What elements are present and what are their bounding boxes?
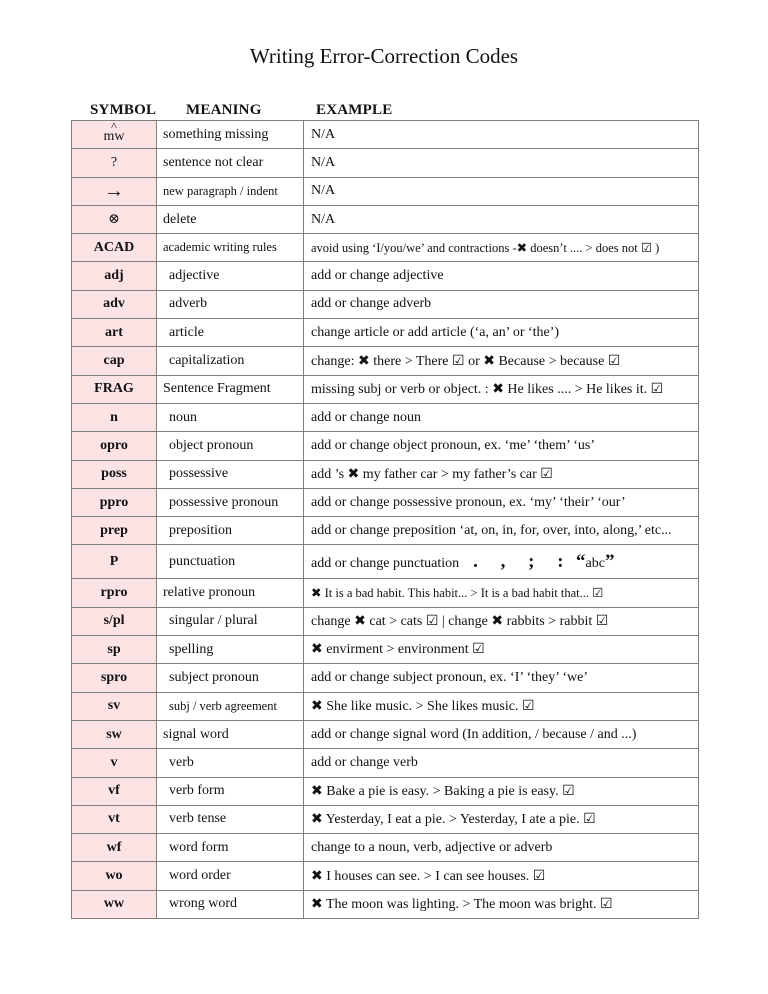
meaning-cell: object pronoun	[157, 432, 304, 460]
meaning-cell: new paragraph / indent	[157, 177, 304, 205]
table-row	[72, 403, 699, 431]
table-row	[72, 607, 699, 635]
symbol-cell	[72, 177, 157, 205]
meaning-cell: preposition	[157, 517, 304, 545]
symbol-cell: adv	[72, 290, 157, 318]
symbol-cell: ppro	[72, 488, 157, 516]
meaning-cell: signal word	[157, 720, 304, 748]
meaning-cell: noun	[157, 403, 304, 431]
table-row	[72, 205, 699, 233]
meaning-cell: word form	[157, 834, 304, 862]
table-row	[72, 777, 699, 805]
symbol-cell: ww	[72, 890, 157, 918]
meaning-cell: punctuation	[157, 545, 304, 579]
meaning-cell: possessive pronoun	[157, 488, 304, 516]
meaning-cell: Sentence Fragment	[157, 375, 304, 403]
caret-icon: ^	[111, 118, 117, 133]
example-cell: N/A	[304, 177, 699, 205]
symbol-cell: sw	[72, 720, 157, 748]
symbol-cell: vf	[72, 777, 157, 805]
meaning-cell: word order	[157, 862, 304, 890]
meaning-cell: capitalization	[157, 347, 304, 375]
meaning-cell: singular / plural	[157, 607, 304, 635]
symbol-cell: opro	[72, 432, 157, 460]
page-title: Writing Error-Correction Codes	[249, 44, 519, 68]
example-cell: change article or add article (‘a, an’ or ‘the’)	[304, 319, 699, 347]
table-row	[72, 890, 699, 918]
meaning-cell: wrong word	[157, 890, 304, 918]
example-cell: change ✖ cat > cats ☑ | change ✖ rabbits > rabbit ☑	[304, 607, 699, 635]
example-cell: add or change subject pronoun, ex. ‘I’ ‘they’ ‘we’	[304, 664, 699, 692]
example-cell: add or change verb	[304, 749, 699, 777]
table-row	[72, 290, 699, 318]
example-cell: add or change adjective	[304, 262, 699, 290]
example-cell: missing subj or verb or object. : ✖ He likes .... > He likes it. ☑	[304, 375, 699, 403]
symbol-cell: prep	[72, 517, 157, 545]
table-row	[72, 749, 699, 777]
table-row	[72, 460, 699, 488]
symbol-cell: ^ mw	[72, 121, 157, 149]
symbol-cell: adj	[72, 262, 157, 290]
symbol-cell: P	[72, 545, 157, 579]
header-meaning: MEANING	[186, 102, 262, 118]
symbol-cell: poss	[72, 460, 157, 488]
symbol-cell: v	[72, 749, 157, 777]
table-row	[72, 375, 699, 403]
punctuation-marks: . , ; :	[473, 550, 573, 572]
symbol-cell: ACAD	[72, 234, 157, 262]
symbol-cell: sp	[72, 636, 157, 664]
table-row	[72, 262, 699, 290]
symbol-cell	[72, 205, 157, 233]
meaning-cell: adjective	[157, 262, 304, 290]
table-row	[72, 862, 699, 890]
table-row	[72, 488, 699, 516]
table-row	[72, 432, 699, 460]
symbol-cell: spro	[72, 664, 157, 692]
table-row	[72, 692, 699, 720]
example-cell: ✖ Yesterday, I eat a pie. > Yesterday, I ate a pie. ☑	[304, 805, 699, 833]
symbol-cell: n	[72, 403, 157, 431]
table-row	[72, 636, 699, 664]
table-row	[72, 720, 699, 748]
example-cell: add or change object pronoun, ex. ‘me’ ‘them’ ‘us’	[304, 432, 699, 460]
symbol-cell: wo	[72, 862, 157, 890]
table-row	[72, 149, 699, 177]
symbol-cell: wf	[72, 834, 157, 862]
example-cell: N/A	[304, 149, 699, 177]
example-cell: add or change preposition ‘at, on, in, for, over, into, along,’ etc...	[304, 517, 699, 545]
example-cell: add ’s ✖ my father car > my father’s car ☑	[304, 460, 699, 488]
example-cell: ✖ The moon was lighting. > The moon was bright. ☑	[304, 890, 699, 918]
example-cell: ✖ She like music. > She likes music. ☑	[304, 692, 699, 720]
table-row	[72, 545, 699, 579]
meaning-cell: delete	[157, 205, 304, 233]
delete-icon: ⊗	[108, 212, 120, 228]
example-cell: add or change signal word (In addition, / because / and ...)	[304, 720, 699, 748]
table-row	[72, 664, 699, 692]
example-cell: avoid using ‘I/you/we’ and contractions -✖ doesn’t .... > does not ☑ )	[304, 234, 699, 262]
meaning-cell: something missing	[157, 121, 304, 149]
example-cell: ✖ I houses can see. > I can see houses. ☑	[304, 862, 699, 890]
example-cell: N/A	[304, 121, 699, 149]
symbol-cell: ?	[72, 149, 157, 177]
table-row	[72, 834, 699, 862]
symbol-cell: vt	[72, 805, 157, 833]
symbol-cell: cap	[72, 347, 157, 375]
arrow-right-icon: →	[104, 179, 124, 202]
example-cell: add or change noun	[304, 403, 699, 431]
table-row	[72, 319, 699, 347]
symbol-cell: FRAG	[72, 375, 157, 403]
table-row	[72, 234, 699, 262]
meaning-cell: verb tense	[157, 805, 304, 833]
meaning-cell: possessive	[157, 460, 304, 488]
example-cell: ✖ envirment > environment ☑	[304, 636, 699, 664]
meaning-cell: spelling	[157, 636, 304, 664]
meaning-cell: article	[157, 319, 304, 347]
symbol-cell: rpro	[72, 579, 157, 607]
meaning-cell: subj / verb agreement	[157, 692, 304, 720]
example-cell: change: ✖ there > There ☑ or ✖ Because > because ☑	[304, 347, 699, 375]
example-cell: ✖ It is a bad habit. This habit... > It is a bad habit that... ☑	[304, 579, 699, 607]
header-symbol: SYMBOL	[90, 102, 157, 118]
meaning-cell: adverb	[157, 290, 304, 318]
example-cell: ✖ Bake a pie is easy. > Baking a pie is easy. ☑	[304, 777, 699, 805]
table-row	[72, 347, 699, 375]
example-cell: change to a noun, verb, adjective or adverb	[304, 834, 699, 862]
codes-table	[71, 120, 699, 919]
meaning-cell: sentence not clear	[157, 149, 304, 177]
meaning-cell: verb	[157, 749, 304, 777]
table-row	[72, 579, 699, 607]
table-row	[72, 121, 699, 149]
example-cell: add or change punctuation . , ; : “abc”	[304, 545, 699, 579]
symbol-cell: s/pl	[72, 607, 157, 635]
meaning-cell: academic writing rules	[157, 234, 304, 262]
example-cell: N/A	[304, 205, 699, 233]
table-row	[72, 517, 699, 545]
example-cell: add or change possessive pronoun, ex. ‘my’ ‘their’ ‘our’	[304, 488, 699, 516]
meaning-cell: verb form	[157, 777, 304, 805]
header-example: EXAMPLE	[316, 102, 393, 118]
symbol-cell: art	[72, 319, 157, 347]
table-row	[72, 177, 699, 205]
example-cell: add or change adverb	[304, 290, 699, 318]
symbol-cell: sv	[72, 692, 157, 720]
meaning-cell: relative pronoun	[157, 579, 304, 607]
table-row	[72, 805, 699, 833]
meaning-cell: subject pronoun	[157, 664, 304, 692]
